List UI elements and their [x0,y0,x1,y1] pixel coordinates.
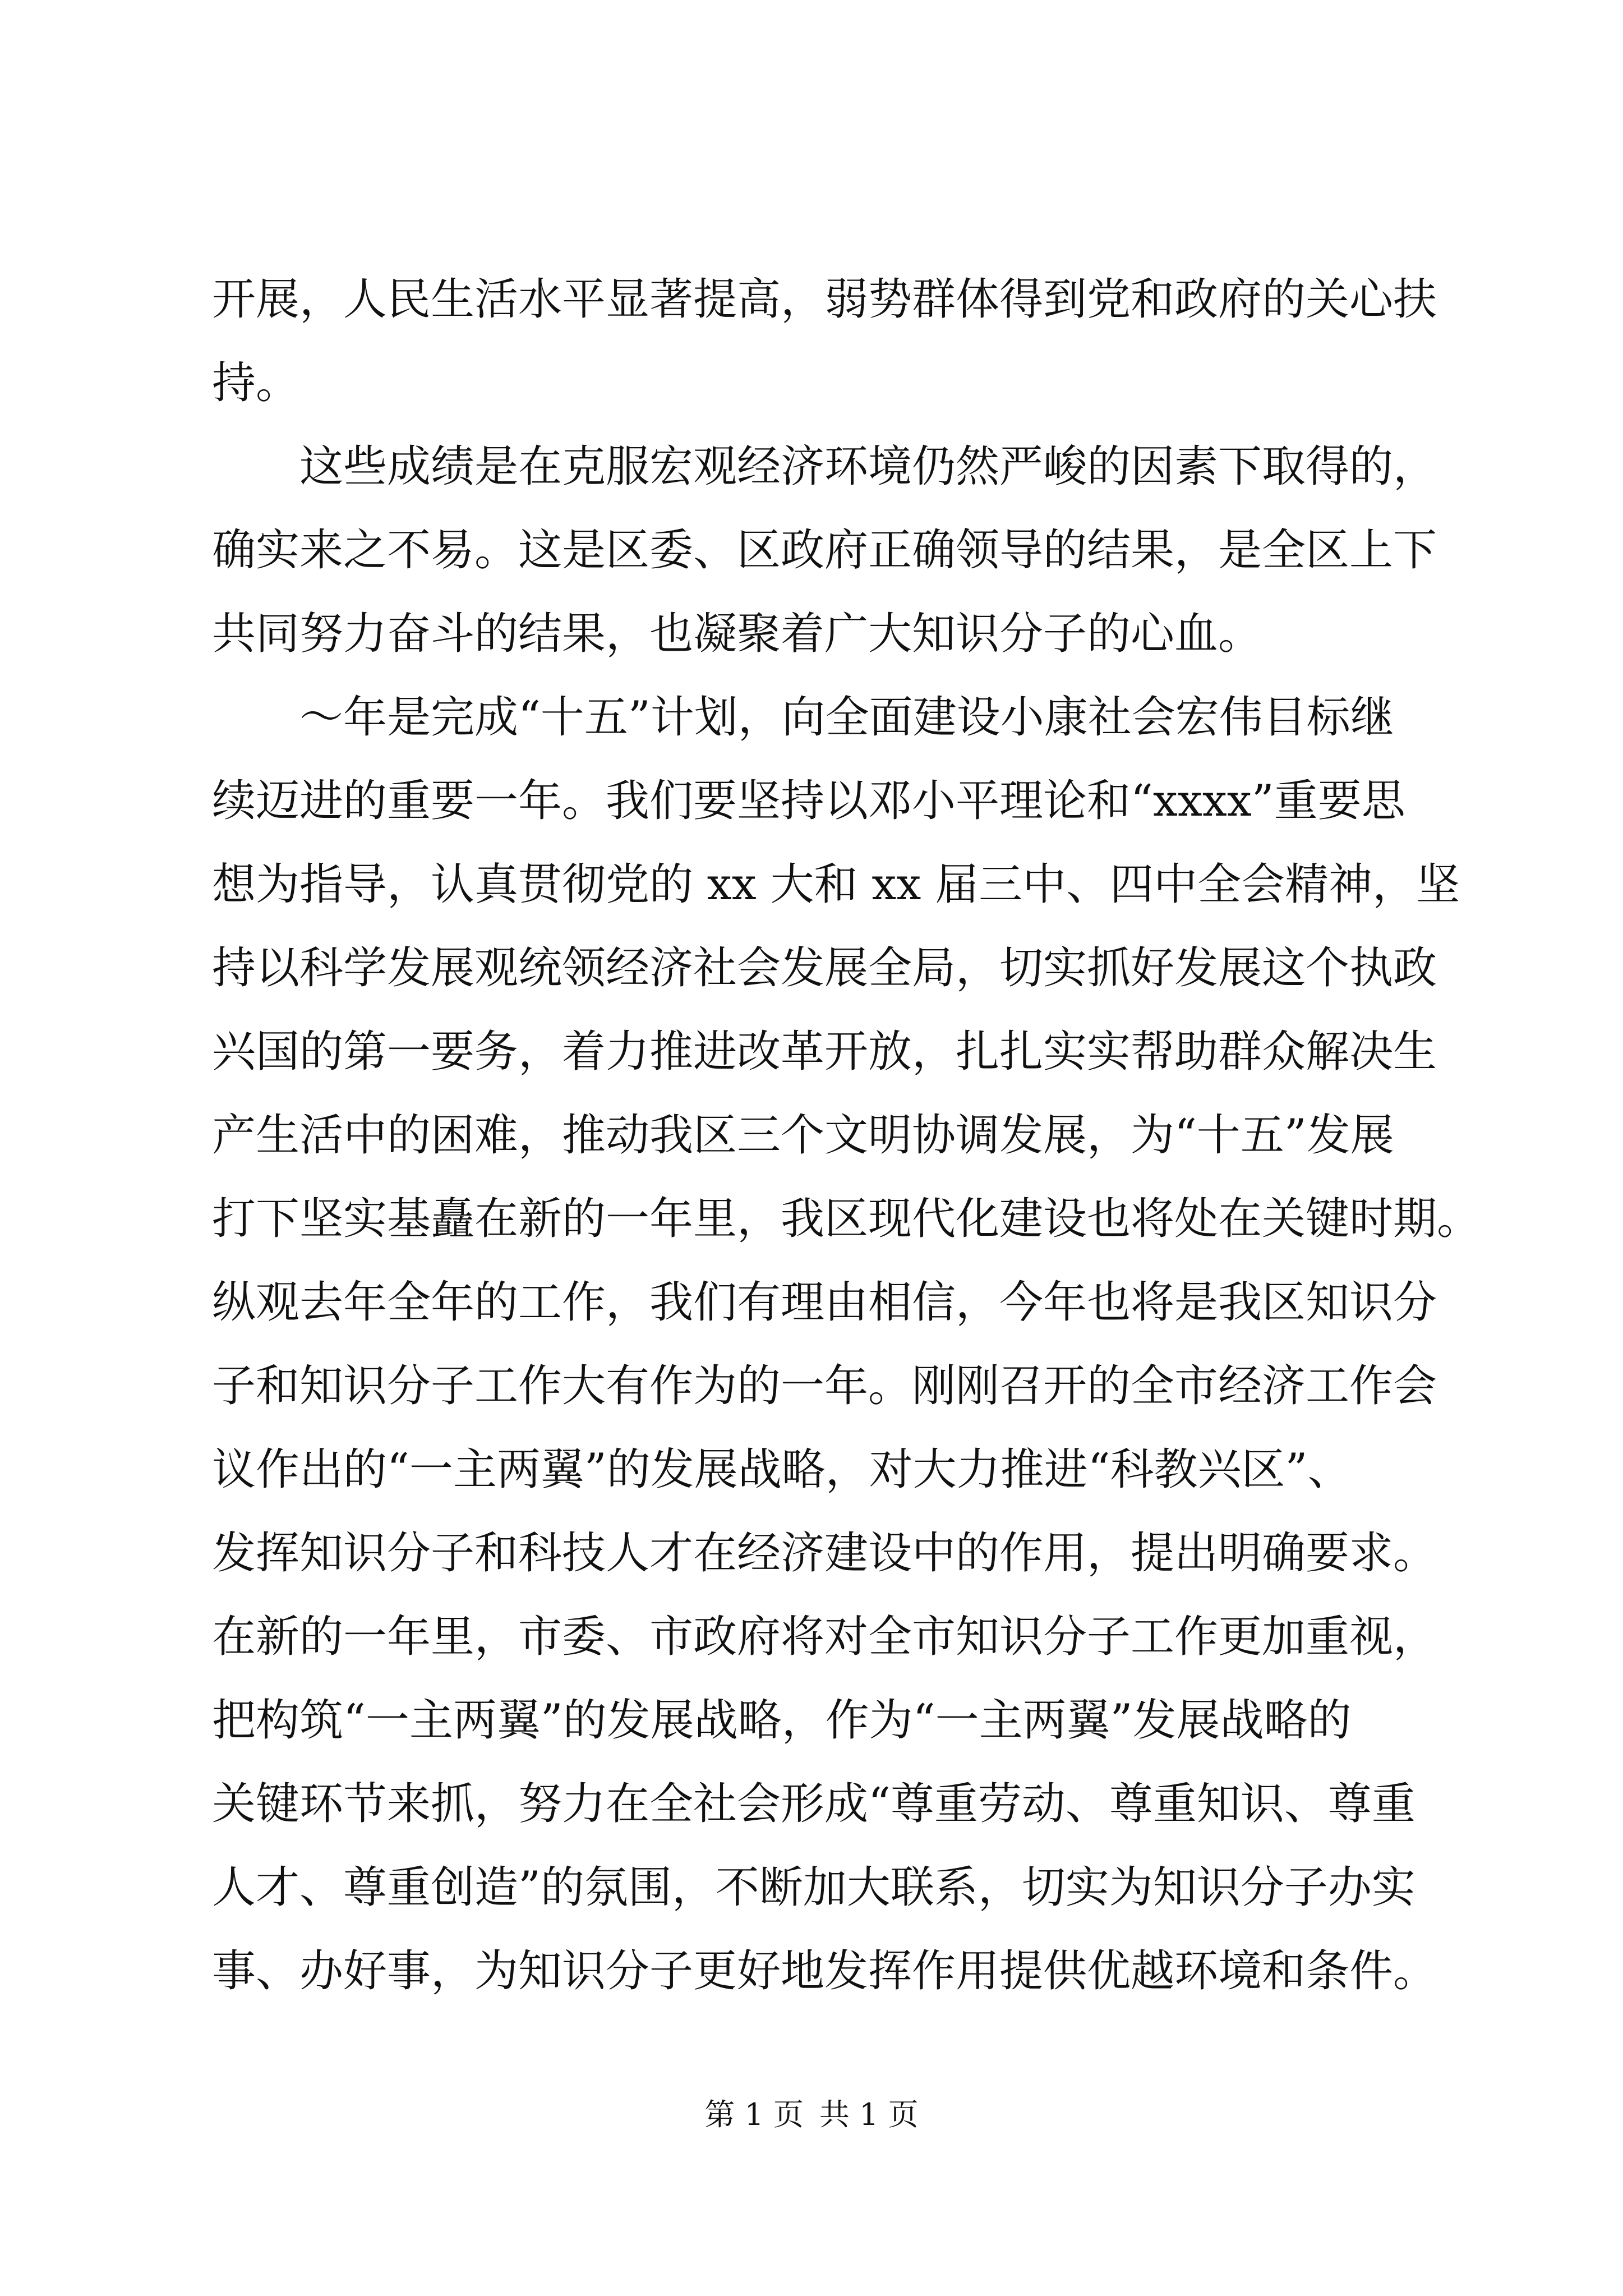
text-line: 把构筑“一主两翼”的发展战略，作为“一主两翼”发展战略的 [212,1695,1352,1746]
text-line: 兴国的第一要务，着力推进改革开放，扎扎实实帮助群众解决生 [212,1027,1437,1077]
text-line: 续迈进的重要一年。我们要坚持以邓小平理论和“xxxx”重要思 [212,776,1405,826]
text-line: 在新的一年里，市委、市政府将对全市知识分子工作更加重视， [212,1612,1437,1662]
text-line: 子和知识分子工作大有作为的一年。刚刚召开的全市经济工作会 [212,1361,1437,1411]
text-line: 议作出的“一主两翼”的发展战略，对大力推进“科教兴区”、 [212,1444,1352,1495]
text-line: 开展，人民生活水平显著提高，弱势群体得到党和政府的关心扶 [212,274,1437,325]
text-line: 事、办好事，为知识分子更好地发挥作用提供优越环境和条件。 [212,1946,1437,1996]
text-line: 共同努力奋斗的结果，也凝聚着广大知识分子的心血。 [212,609,1262,659]
page-number: 第 1 页 [704,2097,804,2132]
text-line: ～年是完成“十五”计划，向全面建设小康社会宏伟目标继 [299,692,1394,743]
page-total: 共 1 页 [819,2097,919,2132]
text-line: 纵观去年全年的工作，我们有理由相信，今年也将是我区知识分 [212,1277,1437,1328]
text-line: 打下坚实基矗在新的一年里，我区现代化建设也将处在关键时期。 [212,1194,1481,1244]
text-line: 发挥知识分子和科技人才在经济建设中的作用，提出明确要求。 [212,1528,1437,1579]
document-body [212,258,1481,2013]
text-line: 这些成绩是在克服宏观经济环境仍然严峻的因素下取得的， [299,441,1437,492]
text-line: 确实来之不易。这是区委、区政府正确领导的结果，是全区上下 [212,525,1437,576]
text-line: 持。 [212,358,300,408]
text-line: 持以科学发展观统领经济社会发展全局，切实抓好发展这个执政 [212,943,1437,993]
text-line: 产生活中的困难，推动我区三个文明协调发展，为“十五”发展 [212,1110,1394,1161]
text-line: 想为指导，认真贯彻党的 xx 大和 xx 届三中、四中全会精神，坚 [212,859,1460,910]
text-line: 关键环节来抓，努力在全社会形成“尊重劳动、尊重知识、尊重 [212,1779,1415,1829]
page-footer [0,2092,1623,2137]
text-line: 人才、尊重创造”的氛围，不断加大联系，切实为知识分子办实 [212,1862,1415,1913]
